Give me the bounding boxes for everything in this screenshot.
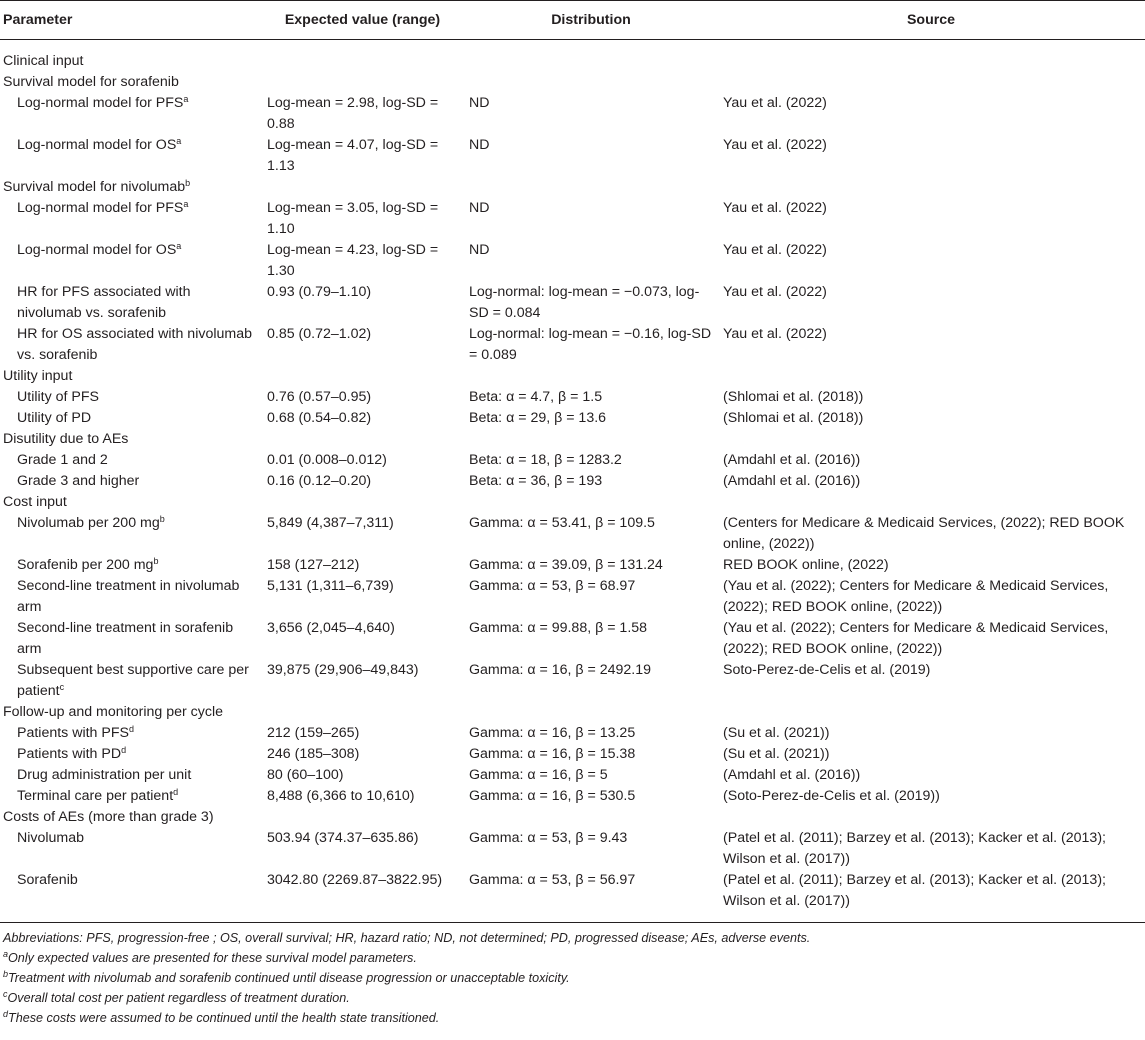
section-heading: [0, 177, 1145, 198]
section-heading: [0, 429, 1145, 450]
table-header: [0, 1, 1145, 40]
expected-value-cell: 3,656 (2,045–4,640): [267, 620, 395, 636]
distribution-cell: Gamma: α = 16, β = 530.5: [469, 788, 636, 804]
parameter-cell: [0, 471, 260, 492]
parameter-cell: [0, 765, 260, 786]
expected-value-cell: 0.76 (0.57–0.95): [267, 389, 372, 405]
table-footnotes: [0, 928, 1145, 1028]
parameter-text: Patients with PD: [17, 746, 122, 762]
footnote-marker: c: [3, 989, 8, 999]
parameter-cell: [0, 282, 260, 324]
source-cell: (Shlomai et al. (2018)): [723, 410, 864, 426]
parameter-cell: [0, 555, 260, 576]
table-row: [0, 618, 1145, 660]
footnote-marker: a: [183, 94, 189, 104]
expected-value-cell: 5,131 (1,311–6,739): [267, 578, 394, 594]
expected-value-cell: 39,875 (29,906–49,843): [267, 662, 419, 678]
parameter-text: Nivolumab per 200 mg: [17, 515, 160, 531]
expected-value-cell: 212 (159–265): [267, 725, 360, 741]
table-row: [0, 198, 1145, 240]
parameter-text: Grade 1 and 2: [17, 452, 108, 468]
source-cell: Yau et al. (2022): [723, 200, 827, 216]
source-cell: (Centers for Medicare & Medicaid Services, (2022); RED BOOK online, (2022)): [723, 515, 1125, 552]
footnote-text: Overall total cost per patient regardless of treatment duration.: [7, 991, 350, 1005]
footnote: [3, 988, 1145, 1008]
footnote-marker: d: [3, 1009, 9, 1019]
parameter-cell: [0, 660, 260, 702]
source-cell: (Soto-Perez-de-Celis et al. (2019)): [723, 788, 940, 804]
parameter-cell: [0, 324, 260, 366]
parameter-text: Utility of PD: [17, 410, 92, 426]
parameter-text: Grade 3 and higher: [17, 473, 140, 489]
parameter-text: Terminal care per patient: [17, 788, 174, 804]
footnote-marker: b: [3, 969, 9, 979]
parameter-text: Log-normal model for PFS: [17, 200, 184, 216]
parameter-cell: [0, 618, 260, 660]
table-row: [0, 471, 1145, 492]
source-cell: Yau et al. (2022): [723, 137, 827, 153]
section-heading: [0, 366, 1145, 387]
expected-value-cell: 158 (127–212): [267, 557, 360, 573]
distribution-cell: Beta: α = 18, β = 1283.2: [469, 452, 622, 468]
parameter-cell: [0, 828, 260, 870]
section-row: [0, 177, 1145, 198]
distribution-cell: Beta: α = 4.7, β = 1.5: [469, 389, 603, 405]
source-cell: (Patel et al. (2011); Barzey et al. (2013); Kacker et al. (2013); Wilson et al. (2017)): [717, 870, 1145, 923]
footnote: [3, 1008, 1145, 1028]
parameter-text: Second-line treatment in nivolumab arm: [17, 578, 240, 615]
section-heading: [0, 702, 1145, 723]
table-row: [0, 723, 1145, 744]
parameter-text: Nivolumab: [17, 830, 85, 846]
footnote-marker: d: [121, 745, 127, 755]
distribution-cell: Beta: α = 29, β = 13.6: [469, 410, 607, 426]
expected-value-cell: 0.01 (0.008–0.012): [267, 452, 387, 468]
table-row: [0, 576, 1145, 618]
expected-value-cell: 503.94 (374.37–635.86): [267, 830, 419, 846]
expected-value-cell: Log-mean = 4.07, log-SD = 1.13: [267, 137, 439, 174]
section-heading-text: Costs of AEs (more than grade 3): [3, 809, 214, 825]
section-row: [0, 702, 1145, 723]
table-row: [0, 408, 1145, 429]
distribution-cell: Log-normal: log-mean = −0.073, log-SD = 0.084: [469, 284, 700, 321]
footnote-marker: a: [176, 136, 182, 146]
source-cell: (Su et al. (2021)): [723, 746, 830, 762]
section-row: [0, 366, 1145, 387]
footnote-marker: b: [153, 556, 159, 566]
source-cell: (Patel et al. (2011); Barzey et al. (2013); Kacker et al. (2013); Wilson et al. (2017)): [723, 830, 1106, 867]
footnote-text: Treatment with nivolumab and sorafenib continued until disease progression or unacceptable toxicity.: [8, 971, 570, 985]
header-parameter: Parameter: [0, 1, 260, 40]
expected-value-cell: 0.68 (0.54–0.82): [267, 410, 372, 426]
expected-value-cell: 0.85 (0.72–1.02): [267, 326, 372, 342]
footnote-marker: c: [59, 682, 65, 692]
parameter-text: HR for OS associated with nivolumab vs. sorafenib: [17, 326, 252, 363]
distribution-cell: Gamma: α = 16, β = 13.25: [469, 725, 636, 741]
source-cell: (Amdahl et al. (2016)): [723, 767, 861, 783]
distribution-cell: Gamma: α = 16, β = 2492.19: [469, 662, 651, 678]
distribution-cell: Beta: α = 36, β = 193: [469, 473, 603, 489]
section-heading: [0, 807, 1145, 828]
section-heading-text: Clinical input: [3, 53, 84, 69]
section-heading: [0, 40, 1145, 73]
section-row: [0, 72, 1145, 93]
distribution-cell: ND: [469, 95, 490, 111]
section-heading-text: Survival model for sorafenib: [3, 74, 179, 90]
expected-value-cell: Log-mean = 2.98, log-SD = 0.88: [267, 95, 439, 132]
table-row: [0, 744, 1145, 765]
parameter-text: Log-normal model for PFS: [17, 95, 184, 111]
distribution-cell: Log-normal: log-mean = −0.16, log-SD = 0.089: [469, 326, 712, 363]
parameter-cell: [0, 450, 260, 471]
table-row: [0, 828, 1145, 870]
footnote-marker: b: [185, 178, 191, 188]
parameter-text: Subsequent best supportive care per patient: [17, 662, 249, 699]
footnote-marker: a: [176, 241, 182, 251]
footnote-marker: a: [183, 199, 189, 209]
distribution-cell: Gamma: α = 16, β = 5: [469, 767, 608, 783]
section-row: [0, 429, 1145, 450]
section-heading: [0, 72, 1145, 93]
source-cell: Soto-Perez-de-Celis et al. (2019): [723, 662, 931, 678]
table-row: [0, 93, 1145, 135]
parameter-cell: [0, 387, 260, 408]
section-row: [0, 807, 1145, 828]
expected-value-cell: Log-mean = 3.05, log-SD = 1.10: [267, 200, 439, 237]
distribution-cell: ND: [469, 137, 490, 153]
distribution-cell: Gamma: α = 16, β = 15.38: [469, 746, 636, 762]
table-row: [0, 786, 1145, 807]
header-expected-value: Expected value (range): [260, 1, 465, 40]
source-cell: (Yau et al. (2022); Centers for Medicare & Medicaid Services, (2022); RED BOOK online, (2022)): [723, 620, 1109, 657]
parameter-cell: [0, 93, 260, 135]
distribution-cell: Gamma: α = 39.09, β = 131.24: [469, 557, 663, 573]
expected-value-cell: 0.93 (0.79–1.10): [267, 284, 372, 300]
parameter-text: Sorafenib per 200 mg: [17, 557, 154, 573]
table-row: [0, 135, 1145, 177]
parameter-text: Second-line treatment in sorafenib arm: [17, 620, 234, 657]
parameter-cell: [0, 240, 260, 282]
table-row: [0, 660, 1145, 702]
expected-value-cell: 0.16 (0.12–0.20): [267, 473, 372, 489]
source-cell: Yau et al. (2022): [723, 326, 827, 342]
parameter-cell: [0, 870, 260, 923]
parameter-cell: [0, 723, 260, 744]
section-heading-text: Utility input: [3, 368, 73, 384]
parameter-cell: [0, 408, 260, 429]
section-heading-text: Disutility due to AEs: [3, 431, 129, 447]
table-row: [0, 870, 1145, 923]
expected-value-cell: 5,849 (4,387–7,311): [267, 515, 394, 531]
parameter-text: Patients with PFS: [17, 725, 129, 741]
source-cell: Yau et al. (2022): [723, 284, 827, 300]
parameter-cell: [0, 135, 260, 177]
distribution-cell: Gamma: α = 99.88, β = 1.58: [469, 620, 648, 636]
source-cell: (Amdahl et al. (2016)): [723, 452, 861, 468]
source-cell: RED BOOK online, (2022): [723, 557, 889, 573]
expected-value-cell: 8,488 (6,366 to 10,610): [267, 788, 415, 804]
source-cell: (Shlomai et al. (2018)): [723, 389, 864, 405]
table-row: [0, 240, 1145, 282]
table-row: [0, 555, 1145, 576]
parameter-text: Log-normal model for OS: [17, 137, 177, 153]
footnote: [3, 948, 1145, 968]
footnote-text: Abbreviations: PFS, progression-free ; OS, overall survival; HR, hazard ratio; ND, not determined; PD, progressed disease; AEs, adverse events.: [3, 931, 811, 945]
parameter-cell: [0, 198, 260, 240]
expected-value-cell: 80 (60–100): [267, 767, 344, 783]
table-row: [0, 324, 1145, 366]
footnote-marker: a: [3, 949, 9, 959]
footnote-text: These costs were assumed to be continued until the health state transitioned.: [8, 1011, 440, 1025]
parameter-cell: [0, 576, 260, 618]
header-source: Source: [717, 1, 1145, 40]
footnote-text: Only expected values are presented for these survival model parameters.: [8, 951, 417, 965]
distribution-cell: Gamma: α = 53, β = 9.43: [469, 830, 628, 846]
section-heading-text: Survival model for nivolumab: [3, 179, 186, 195]
section-heading: [0, 492, 1145, 513]
footnote-marker: b: [159, 514, 165, 524]
table-row: [0, 450, 1145, 471]
source-cell: (Amdahl et al. (2016)): [723, 473, 861, 489]
parameter-cell: [0, 744, 260, 765]
header-distribution: Distribution: [465, 1, 717, 40]
source-cell: (Su et al. (2021)): [723, 725, 830, 741]
distribution-cell: Gamma: α = 53, β = 56.97: [465, 870, 717, 923]
expected-value-cell: 3042.80 (2269.87–3822.95): [260, 870, 465, 923]
source-cell: Yau et al. (2022): [723, 242, 827, 258]
section-row: [0, 492, 1145, 513]
parameter-cell: [0, 786, 260, 807]
expected-value-cell: Log-mean = 4.23, log-SD = 1.30: [267, 242, 439, 279]
distribution-cell: ND: [469, 242, 490, 258]
table-row: [0, 282, 1145, 324]
distribution-cell: ND: [469, 200, 490, 216]
footnote: [3, 928, 1145, 948]
footnote: [3, 968, 1145, 988]
section-row: [0, 40, 1145, 73]
table-body: [0, 40, 1145, 923]
parameter-cell: [0, 513, 260, 555]
source-cell: (Yau et al. (2022); Centers for Medicare & Medicaid Services, (2022); RED BOOK online, (2022)): [723, 578, 1109, 615]
expected-value-cell: 246 (185–308): [267, 746, 360, 762]
footnote-marker: d: [128, 724, 134, 734]
parameter-text: Drug administration per unit: [17, 767, 192, 783]
table-row: [0, 765, 1145, 786]
parameter-text: Sorafenib: [17, 872, 78, 888]
parameter-text: Log-normal model for OS: [17, 242, 177, 258]
table-row: [0, 513, 1145, 555]
source-cell: Yau et al. (2022): [723, 95, 827, 111]
parameter-text: HR for PFS associated with nivolumab vs. sorafenib: [17, 284, 191, 321]
parameter-text: Utility of PFS: [17, 389, 99, 405]
distribution-cell: Gamma: α = 53.41, β = 109.5: [469, 515, 655, 531]
footnote-marker: d: [173, 787, 179, 797]
section-heading-text: Follow-up and monitoring per cycle: [3, 704, 224, 720]
distribution-cell: Gamma: α = 53, β = 68.97: [469, 578, 636, 594]
table-row: [0, 387, 1145, 408]
section-heading-text: Cost input: [3, 494, 67, 510]
